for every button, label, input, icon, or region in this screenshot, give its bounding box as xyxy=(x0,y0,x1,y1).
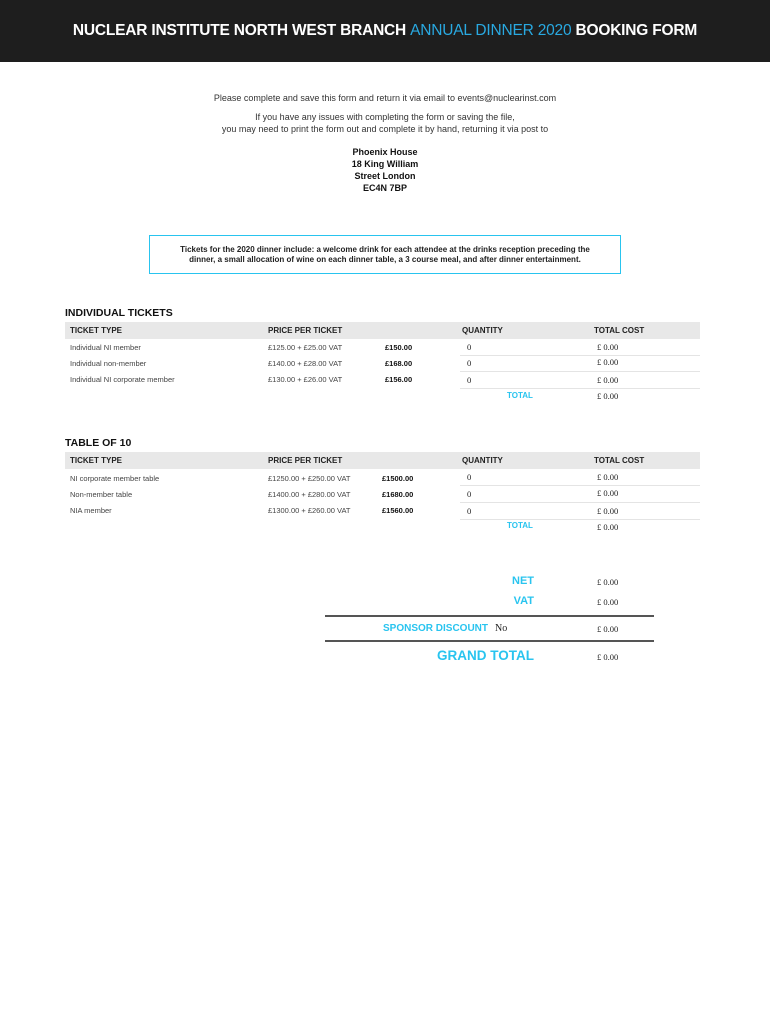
section-title-individual: INDIVIDUAL TICKETS xyxy=(65,307,173,319)
row-ticket-type: Individual non-member xyxy=(70,359,147,368)
row-price: £130.00 + £26.00 VAT xyxy=(268,375,343,384)
intro-line-issues: If you have any issues with completing the form or saving the file, xyxy=(255,112,515,122)
summary-divider xyxy=(325,640,654,642)
quantity-field[interactable]: 0 xyxy=(467,375,472,385)
col-quantity: QUANTITY xyxy=(462,326,503,335)
summary-divider xyxy=(325,615,654,617)
grand-total-label: GRAND TOTAL xyxy=(437,648,534,663)
vat-value: £ 0.00 xyxy=(597,597,619,607)
intro-line-post: you may need to print the form out and complete it by hand, returning it via post to xyxy=(221,124,549,134)
row-gross-price: £156.00 xyxy=(385,375,413,384)
col-price: PRICE PER TICKET xyxy=(268,456,343,465)
quantity-field[interactable]: 0 xyxy=(467,358,472,368)
col-total-cost: TOTAL COST xyxy=(594,456,645,465)
net-value: £ 0.00 xyxy=(597,577,619,587)
table10-total-value: £ 0.00 xyxy=(597,522,619,532)
address-line: Phoenix House xyxy=(352,147,418,157)
row-total-cost: £ 0.00 xyxy=(597,506,619,516)
address-line: 18 King William xyxy=(351,159,419,169)
row-gross-price: £150.00 xyxy=(385,343,413,352)
col-ticket-type: TICKET TYPE xyxy=(70,326,123,335)
col-quantity: QUANTITY xyxy=(462,456,503,465)
row-price: £140.00 + £28.00 VAT xyxy=(268,359,343,368)
row-gross-price: £1560.00 xyxy=(382,506,414,515)
grand-total-value: £ 0.00 xyxy=(597,652,619,662)
row-divider xyxy=(460,388,700,389)
individual-total-label: TOTAL xyxy=(507,391,533,400)
row-total-cost: £ 0.00 xyxy=(597,342,619,352)
table-header-individual xyxy=(65,322,700,339)
header-title-org: NUCLEAR INSTITUTE NORTH WEST BRANCH xyxy=(72,22,407,39)
quantity-field[interactable]: 0 xyxy=(467,489,472,499)
net-label: NET xyxy=(512,575,534,587)
postal-address xyxy=(0,146,770,194)
inclusions-line: Tickets for the 2020 dinner include: a welcome drink for each attendee at the drinks reception preceding the xyxy=(180,244,590,254)
sponsor-discount-select[interactable]: No xyxy=(495,623,508,634)
row-total-cost: £ 0.00 xyxy=(597,488,619,498)
row-gross-price: £1500.00 xyxy=(382,474,414,483)
row-price: £1250.00 + £250.00 VAT xyxy=(268,474,351,483)
quantity-field[interactable]: 0 xyxy=(467,506,472,516)
row-ticket-type: NI corporate member table xyxy=(70,474,160,483)
row-total-cost: £ 0.00 xyxy=(597,375,619,385)
header-title-form: BOOKING FORM xyxy=(575,22,698,39)
quantity-field[interactable]: 0 xyxy=(467,472,472,482)
row-price: £1300.00 + £260.00 VAT xyxy=(268,506,351,515)
row-price: £125.00 + £25.00 VAT xyxy=(268,343,343,352)
address-line: EC4N 7BP xyxy=(362,183,407,193)
row-ticket-type: Individual NI member xyxy=(70,343,141,352)
row-ticket-type: Non-member table xyxy=(70,490,133,499)
quantity-field[interactable]: 0 xyxy=(467,342,472,352)
col-price: PRICE PER TICKET xyxy=(268,326,343,335)
row-total-cost: £ 0.00 xyxy=(597,357,619,367)
row-ticket-type: NIA member xyxy=(70,506,112,515)
inclusions-line: dinner, a small allocation of wine on each dinner table, a 3 course meal, and after dinner entertainment. xyxy=(189,254,581,264)
address-line: Street London xyxy=(354,171,416,181)
col-total-cost: TOTAL COST xyxy=(594,326,645,335)
vat-label: VAT xyxy=(513,595,534,607)
row-gross-price: £168.00 xyxy=(385,359,413,368)
table10-total-label: TOTAL xyxy=(507,521,533,530)
row-ticket-type: Individual NI corporate member xyxy=(70,375,175,384)
table-header-table-of-10 xyxy=(65,452,700,469)
row-divider xyxy=(460,519,700,520)
row-total-cost: £ 0.00 xyxy=(597,472,619,482)
sponsor-discount-value: £ 0.00 xyxy=(597,624,619,634)
row-gross-price: £1680.00 xyxy=(382,490,414,499)
individual-total-value: £ 0.00 xyxy=(597,391,619,401)
form-header xyxy=(0,0,770,62)
ticket-inclusions-box xyxy=(149,235,621,274)
section-title-table-of-10: TABLE OF 10 xyxy=(65,437,132,449)
row-divider xyxy=(460,485,700,486)
intro-line-email: Please complete and save this form and return it via email to events@nuclearinst.com xyxy=(213,93,557,103)
row-price: £1400.00 + £280.00 VAT xyxy=(268,490,351,499)
sponsor-discount-label: SPONSOR DISCOUNT xyxy=(382,623,488,634)
header-title-event: ANNUAL DINNER 2020 xyxy=(410,22,572,39)
col-ticket-type: TICKET TYPE xyxy=(70,456,123,465)
